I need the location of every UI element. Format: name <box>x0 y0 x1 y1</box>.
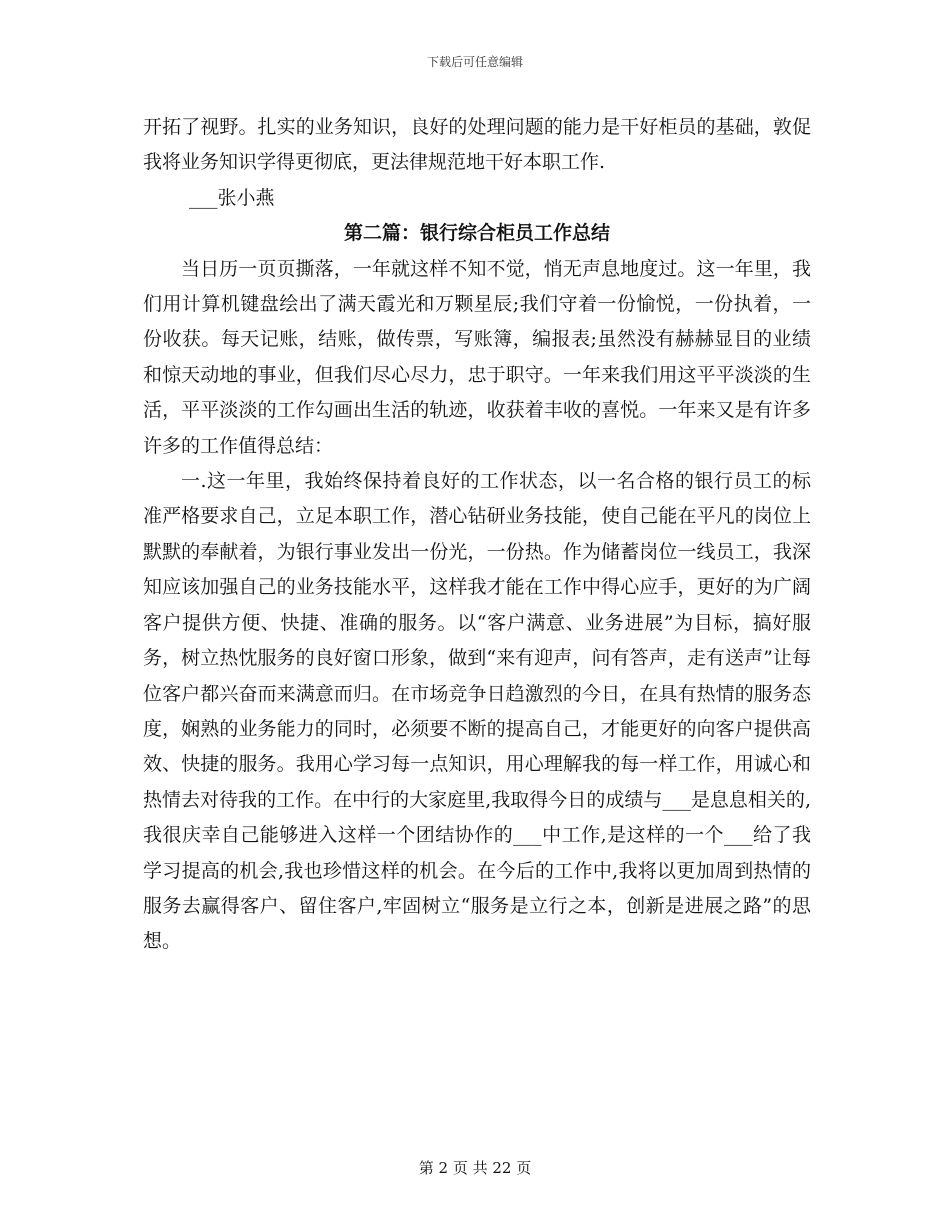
author-signature: ___张小燕 <box>189 186 275 209</box>
continued-paragraph: 开拓了视野。扎实的业务知识，良好的处理问题的能力是干好柜员的基础，敦促我将业务知识学得更彻底，更法律规范地干好本职工作. <box>143 116 811 174</box>
document-body <box>143 110 811 960</box>
section-title: 第二篇：银行综合柜员工作总结 <box>343 222 610 245</box>
page-header-note: 下载后可任意编辑 <box>426 55 523 69</box>
page-number-footer: 第 2 页 共 22 页 <box>418 1159 532 1177</box>
body-paragraph-1: 当日历一页页撕落，一年就这样不知不觉，悄无声息地度过。这一年里，我们用计算机键盘绘出了满天霞光和万颗星辰;我们守着一份愉悦，一份执着，一份收获。每天记账，结账，做传票，写账簿，编报表;虽然没有赫赫显目的业绩和惊天动地的事业，但我们尽心尽力，忠于职守。一年来我们用这平平淡淡的生活，平平淡淡的工作勾画出生活的轨迹，收获着丰收的喜悦。一年来又是有许多许多的工作值得总结： <box>143 257 811 457</box>
body-paragraph-2: 一.这一年里，我始终保持着良好的工作状态，以一名合格的银行员工的标准严格要求自己，立足本职工作，潜心钻研业务技能，使自己能在平凡的岗位上默默的奉献着，为银行事业发出一份光，一份热。作为储蓄岗位一线员工，我深知应该加强自己的业务技能水平，这样我才能在工作中得心应手，更好的为广阔客户提供方便、快捷、准确的服务。以“客户满意、业务进展”为目标，搞好服务，树立热忱服务的良好窗口形象，做到“来有迎声，问有答声，走有送声”让每位客户都兴奋而来满意而归。在市场竞争日趋激烈的今日，在具有热情的服务态度，娴熟的业务能力的同时，必须要不断的提高自己，才能更好的向客户提供高效、快捷的服务。我用心学习每一点知识，用心理解我的每一样工作，用诚心和热情去对待我的工作。在中行的大家庭里,我取得今日的成绩与___是息息相关的,我很庆幸自己能够进入这样一个团结协作的___中工作,是这样的一个___给了我学习提高的机会,我也珍惜这样的机会。在今后的工作中,我将以更加周到热情的服务去赢得客户、留住客户,牢固树立“服务是立行之本，创新是进展之路”的思想。 <box>143 470 811 953</box>
